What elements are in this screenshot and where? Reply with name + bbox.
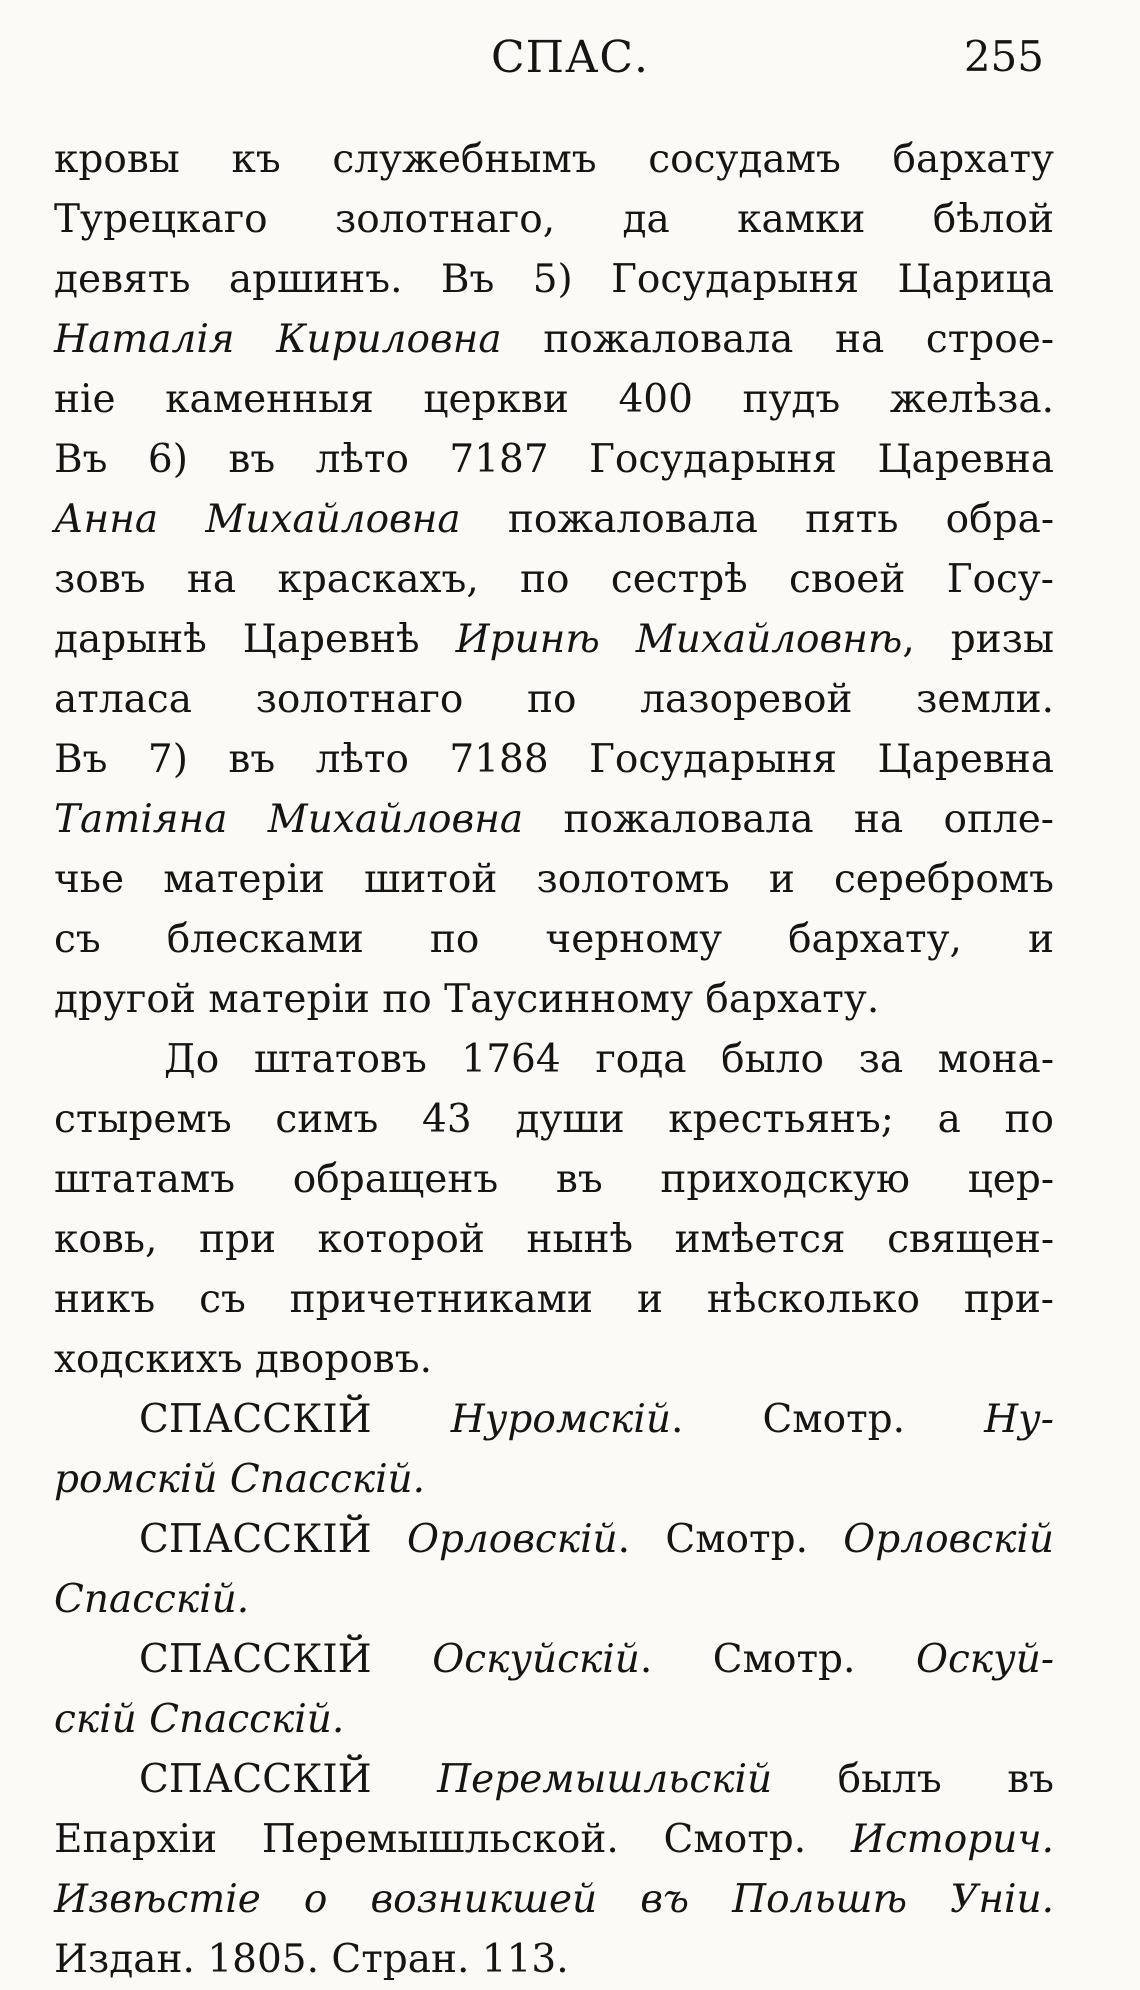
text-run: ходскихъ дворовъ. bbox=[54, 1337, 432, 1382]
italic-run: Оскуйскій bbox=[432, 1637, 640, 1682]
text-line bbox=[54, 1570, 1054, 1630]
text-run: чье матеріи шитой золотомъ и серебромъ bbox=[54, 857, 1054, 902]
text-line bbox=[54, 190, 1054, 250]
text-line bbox=[54, 1330, 1054, 1390]
text-line bbox=[54, 1630, 1054, 1690]
text-run: дарынѣ Царевнѣ bbox=[54, 617, 456, 662]
text-line bbox=[54, 250, 1054, 310]
text-run: До штатовъ 1764 года было за мона- bbox=[164, 1037, 1054, 1082]
text-line bbox=[54, 550, 1054, 610]
text-run: атласа золотнаго по лазоревой земли. bbox=[54, 677, 1054, 722]
text-run: СПАССКІЙ bbox=[139, 1757, 438, 1802]
text-run: зовъ на краскахъ, по сестрѣ своей Госу- bbox=[54, 557, 1054, 602]
italic-run: Извѣстіе о возникшей въ Польшѣ Уніи. bbox=[54, 1877, 1054, 1922]
text-line bbox=[54, 610, 1054, 670]
text-run: пожаловала на опле- bbox=[523, 797, 1054, 842]
page-number: 255 bbox=[963, 32, 1044, 81]
text-run: . Смотр. bbox=[617, 1517, 844, 1562]
text-run: былъ въ bbox=[772, 1757, 1054, 1802]
text-run: , ризы bbox=[902, 617, 1054, 662]
text-line bbox=[54, 1750, 1054, 1810]
italic-run: Наталія Кириловна bbox=[54, 317, 502, 362]
italic-run: Оскуй- bbox=[915, 1637, 1054, 1682]
text-run: девять аршинъ. Въ 5) Государыня Царица bbox=[54, 257, 1054, 302]
text-line bbox=[54, 1210, 1054, 1270]
text-run: съ блесками по черному бархату, и bbox=[54, 917, 1054, 962]
text-line bbox=[54, 1270, 1054, 1330]
text-line bbox=[54, 1450, 1054, 1510]
italic-run: Иринѣ Михайловнѣ bbox=[455, 617, 903, 662]
text-run: другой матеріи по Таусинному бархату. bbox=[54, 977, 880, 1022]
text-line bbox=[54, 1930, 1054, 1990]
text-line bbox=[54, 730, 1054, 790]
page-header bbox=[0, 22, 1140, 92]
italic-run: Орловскій bbox=[406, 1517, 618, 1562]
text-run: . Смотр. bbox=[670, 1397, 985, 1442]
italic-run: Орловскій bbox=[843, 1517, 1054, 1562]
text-run: ковь, при которой нынѣ имѣется священ- bbox=[54, 1217, 1054, 1262]
text-line bbox=[54, 1030, 1054, 1090]
text-line bbox=[54, 670, 1054, 730]
text-line bbox=[54, 130, 1054, 190]
italic-run: Спасскій. bbox=[54, 1577, 250, 1622]
text-line bbox=[54, 1390, 1054, 1450]
text-line bbox=[54, 1090, 1054, 1150]
text-run: кровы къ служебнымъ сосудамъ бархату bbox=[54, 137, 1054, 182]
text-run: СПАССКІЙ bbox=[139, 1637, 433, 1682]
text-line bbox=[54, 370, 1054, 430]
text-run: штатамъ обращенъ въ приходскую цер- bbox=[54, 1157, 1054, 1202]
italic-run: Татіяна Михайловна bbox=[54, 797, 524, 842]
italic-run: Перемышльскій bbox=[437, 1757, 773, 1802]
text-line bbox=[54, 910, 1054, 970]
text-run: . Смотр. bbox=[639, 1637, 916, 1682]
italic-run: скій Спасскій. bbox=[54, 1697, 345, 1742]
text-line bbox=[54, 490, 1054, 550]
text-line bbox=[54, 1810, 1054, 1870]
text-line bbox=[54, 790, 1054, 850]
text-line bbox=[54, 970, 1054, 1030]
body-text bbox=[54, 130, 1054, 1990]
italic-run: ромскій Спасскій. bbox=[54, 1457, 426, 1502]
text-line bbox=[54, 850, 1054, 910]
running-head: СПАС. bbox=[490, 32, 649, 83]
italic-run: Историч. bbox=[850, 1817, 1054, 1862]
text-line bbox=[54, 1870, 1054, 1930]
text-run: Турецкаго золотнаго, да камки бѣлой bbox=[54, 197, 1054, 242]
italic-run: Анна Михайловна bbox=[54, 497, 461, 542]
text-run: Издан. 1805. Стран. 113. bbox=[54, 1937, 569, 1982]
text-line bbox=[54, 430, 1054, 490]
text-run: СПАССКІЙ bbox=[139, 1397, 451, 1442]
text-run: ніе каменныя церкви 400 пудъ желѣза. bbox=[54, 377, 1054, 422]
italic-run: Нуромскій bbox=[450, 1397, 671, 1442]
text-run: пожаловала на строе- bbox=[501, 317, 1054, 362]
text-run: пожаловала пять обра- bbox=[460, 497, 1054, 542]
text-run: СПАССКІЙ bbox=[139, 1517, 407, 1562]
text-line bbox=[54, 1690, 1054, 1750]
text-run: никъ съ причетниками и нѣсколько при- bbox=[54, 1277, 1054, 1322]
text-run: стыремъ симъ 43 души крестьянъ; а по bbox=[54, 1097, 1054, 1142]
text-line bbox=[54, 1150, 1054, 1210]
text-line bbox=[54, 310, 1054, 370]
text-line bbox=[54, 1510, 1054, 1570]
text-run: Въ 7) въ лѣто 7188 Государыня Царевна bbox=[54, 737, 1054, 782]
text-run: Въ 6) въ лѣто 7187 Государыня Царевна bbox=[54, 437, 1054, 482]
italic-run: Ну- bbox=[984, 1397, 1054, 1442]
text-run: Епархіи Перемышльской. Смотр. bbox=[54, 1817, 851, 1862]
